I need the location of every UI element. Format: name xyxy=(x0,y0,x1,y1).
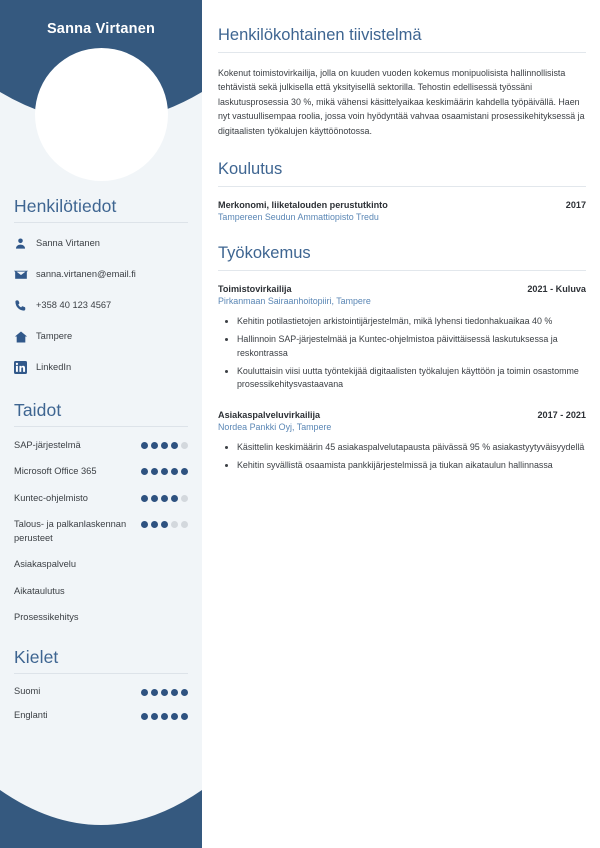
contact-value-name: Sanna Virtanen xyxy=(36,238,100,249)
language-item xyxy=(14,686,188,696)
language-label: Suomi xyxy=(14,685,41,696)
skill-label: Talous- ja palkanlaskennan perusteet xyxy=(14,519,127,543)
rating-dot-filled xyxy=(161,495,168,502)
rating-dot-filled xyxy=(151,468,158,475)
experience-date: 2021 - Kuluva xyxy=(527,284,586,295)
person-icon xyxy=(14,237,36,250)
experience-job-title: Toimistovirkailija xyxy=(218,284,292,295)
skill-item xyxy=(14,439,188,452)
skill-label: Microsoft Office 365 xyxy=(14,466,97,477)
rating-dot-filled xyxy=(151,521,158,528)
contact-row-linkedin[interactable] xyxy=(14,359,188,376)
list-item: • Kouluttaisin viisi uutta työntekijää digitaalisten työkalujen käyttöön ja toimin osastomme prosessikehitysvastaavana xyxy=(237,365,586,393)
personal-details-heading: Henkilötiedot xyxy=(14,196,117,216)
education-institution: Tampereen Seudun Ammattiopisto Tredu xyxy=(218,212,379,223)
rating-dot-filled xyxy=(161,468,168,475)
contact-value-email: sanna.virtanen@email.fi xyxy=(36,269,136,280)
experience-divider xyxy=(218,270,586,271)
footer-curve-shape xyxy=(0,768,202,848)
rating-dot-filled xyxy=(151,495,158,502)
home-icon xyxy=(14,330,36,344)
rating-dot-filled xyxy=(181,468,188,475)
skill-rating xyxy=(141,439,188,449)
sidebar-content xyxy=(0,196,202,742)
section-languages xyxy=(14,647,188,720)
contact-row-phone[interactable] xyxy=(14,297,188,314)
summary-divider xyxy=(218,52,586,53)
skill-item xyxy=(14,465,188,478)
education-heading: Koulutus xyxy=(218,160,283,179)
list-item: • Hallinnoin SAP-järjestelmää ja Kuntec-ohjelmistoa päivittäisessä laskutuksessa ja reskontrassa xyxy=(237,333,586,361)
list-item: • Kehitin potilastietojen arkistointijärjestelmän, mikä lyhensi tiedonhakuaikaa 40 % xyxy=(237,315,586,329)
profile-name-band xyxy=(0,0,202,58)
language-label: Englanti xyxy=(14,709,48,720)
contact-row-location xyxy=(14,328,188,345)
list-item: • Kehitin syvällistä osaamista pankkijärjestelmissä ja tiukan aikataulun hallinnassa xyxy=(237,459,586,473)
rating-dot-filled xyxy=(141,442,148,449)
skill-label: SAP-järjestelmä xyxy=(14,440,81,450)
skill-label: Kuntec-ohjelmisto xyxy=(14,492,88,503)
experience-entry xyxy=(218,284,586,392)
section-personal-details xyxy=(14,196,188,376)
skills-divider xyxy=(14,426,188,427)
envelope-icon xyxy=(14,268,36,282)
skill-item xyxy=(14,585,188,598)
sidebar xyxy=(0,0,202,848)
profile-photo-placeholder xyxy=(35,48,168,181)
summary-text: Kokenut toimistovirkailija, jolla on kuuden vuoden kokemus monipuolisista hallinnollisista tehtävistä sekä julkisella että yksityisellä sektorilla. Tehostin edellisessä työssäni laskutusprosessia 30 %, mikä vähensi käsittelyaikaa keskimäärin kahdella työpäivällä. Haen nyt vastuullisempaa roolia, jossa voin hyödyntää vahvaa osaamistani prosessikehityksessä ja digitaalisten työkalujen käyttöönotossa. xyxy=(218,68,585,136)
phone-icon xyxy=(14,299,36,312)
skills-list xyxy=(14,439,188,625)
experience-entry xyxy=(218,410,586,473)
education-date: 2017 xyxy=(565,200,586,211)
languages-list xyxy=(14,686,188,720)
experience-entry-header xyxy=(218,410,586,420)
experience-bullets xyxy=(218,315,586,392)
contact-value-location: Tampere xyxy=(36,331,73,342)
rating-dot-filled xyxy=(161,442,168,449)
rating-dot-filled xyxy=(141,689,148,696)
education-divider xyxy=(218,186,586,187)
rating-dot-filled xyxy=(161,689,168,696)
experience-employer: Nordea Pankki Oyj, Tampere xyxy=(218,422,332,433)
linkedin-icon xyxy=(14,361,36,374)
rating-dot-filled xyxy=(181,713,188,720)
list-item: • Käsittelin keskimäärin 45 asiakaspalvelutapausta päivässä 95 % asiakastyytyväisyydellä xyxy=(237,441,586,455)
contact-row-name xyxy=(14,235,188,252)
skill-label: Asiakaspalvelu xyxy=(14,559,77,570)
education-entry xyxy=(218,200,586,222)
skill-rating xyxy=(141,465,188,475)
rating-dot-filled xyxy=(181,689,188,696)
section-summary xyxy=(218,26,586,138)
rating-dot-filled xyxy=(151,713,158,720)
education-degree: Merkonomi, liiketalouden perustutkinto xyxy=(218,200,388,211)
rating-dot-filled xyxy=(151,442,158,449)
skill-item xyxy=(14,492,188,505)
summary-heading: Henkilökohtainen tiivistelmä xyxy=(218,26,422,44)
experience-job-title: Asiakaspalveluvirkailija xyxy=(218,410,321,421)
experience-bullets xyxy=(218,441,586,473)
skill-label: Aikataulutus xyxy=(14,585,65,596)
language-rating xyxy=(141,686,188,696)
rating-dot-empty xyxy=(181,442,188,449)
rating-dot-filled xyxy=(161,713,168,720)
rating-dot-filled xyxy=(171,689,178,696)
languages-heading: Kielet xyxy=(14,646,59,667)
rating-dot-filled xyxy=(141,713,148,720)
experience-employer: Pirkanmaan Sairaanhoitopiiri, Tampere xyxy=(218,296,371,307)
skill-rating xyxy=(141,492,188,502)
skill-item xyxy=(14,558,188,571)
rating-dot-filled xyxy=(151,689,158,696)
rating-dot-empty xyxy=(171,521,178,528)
rating-dot-filled xyxy=(141,521,148,528)
experience-heading: Työkokemus xyxy=(218,244,311,263)
rating-dot-filled xyxy=(171,468,178,475)
sidebar-footer-banner xyxy=(0,768,202,848)
contact-value-linkedin: LinkedIn xyxy=(36,362,72,373)
experience-date: 2017 - 2021 xyxy=(537,410,586,421)
experience-entry-header xyxy=(218,284,586,294)
rating-dot-filled xyxy=(141,468,148,475)
section-education xyxy=(218,160,586,222)
skills-heading: Taidot xyxy=(14,400,62,420)
profile-name: Sanna Virtanen xyxy=(46,21,156,37)
skill-item xyxy=(14,611,188,624)
rating-dot-empty xyxy=(181,521,188,528)
language-item xyxy=(14,710,188,720)
language-rating xyxy=(141,710,188,720)
skill-label: Prosessikehitys xyxy=(14,612,79,623)
personal-details-divider xyxy=(14,222,188,223)
section-skills xyxy=(14,400,188,625)
rating-dot-filled xyxy=(171,495,178,502)
skill-item xyxy=(14,518,188,545)
languages-divider xyxy=(14,673,188,674)
contact-row-email[interactable] xyxy=(14,266,188,283)
skill-rating xyxy=(141,518,188,528)
rating-dot-filled xyxy=(171,713,178,720)
contact-value-phone: +358 40 123 4567 xyxy=(36,300,112,311)
rating-dot-filled xyxy=(171,442,178,449)
rating-dot-filled xyxy=(141,495,148,502)
section-experience xyxy=(218,244,586,473)
rating-dot-filled xyxy=(161,521,168,528)
rating-dot-empty xyxy=(181,495,188,502)
education-entry-header xyxy=(218,200,586,210)
main-content xyxy=(218,0,586,495)
